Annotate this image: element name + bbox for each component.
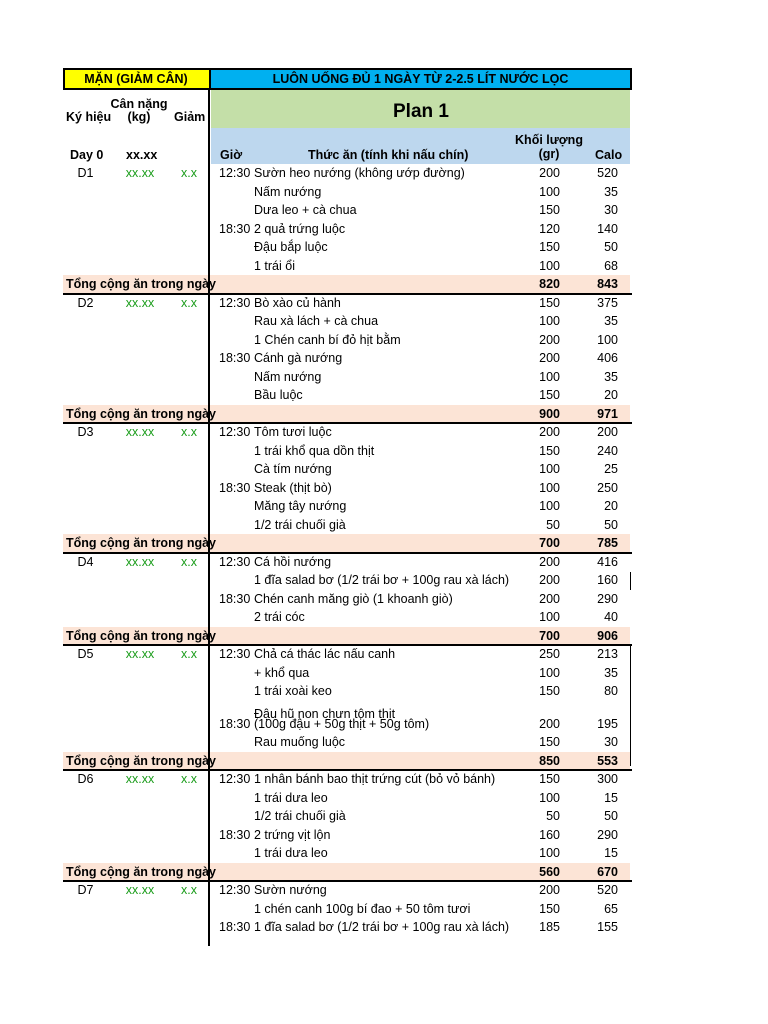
day-weight: xx.xx (125, 295, 155, 310)
food-calories: 213 (597, 647, 618, 661)
plan-title: Plan 1 (393, 101, 449, 122)
food-item: Rau muống luộc (254, 735, 346, 749)
day-loss: x.x (181, 295, 197, 310)
food-item: 1 trái ổi (254, 258, 295, 273)
food-item: 1 trái dưa leo (254, 846, 328, 860)
row-day0: Day 0 (70, 148, 104, 162)
food-grams: 100 (539, 462, 560, 476)
food-grams: 100 (539, 665, 560, 680)
food-calories: 25 (604, 462, 618, 476)
food-calories: 15 (604, 846, 618, 860)
food-calories: 50 (604, 809, 618, 823)
day-id: D1 (77, 166, 94, 180)
food-calories: 40 (604, 610, 618, 624)
food-calories: 200 (597, 425, 618, 439)
food-grams: 100 (539, 369, 560, 384)
food-calories: 140 (597, 221, 618, 236)
meal-time: 18:30 (219, 351, 251, 365)
total-grams: 820 (539, 277, 560, 291)
total-grams: 850 (539, 753, 560, 768)
food-item: Sườn heo nướng (không ướp đường) (254, 166, 465, 180)
food-grams: 200 (539, 573, 560, 587)
food-item: 1/2 trái chuối già (254, 809, 346, 823)
food-grams: 200 (539, 425, 560, 439)
food-grams: 200 (539, 883, 560, 897)
food-grams: 200 (539, 332, 560, 347)
food-calories: 20 (604, 499, 618, 513)
day-id: D4 (77, 554, 94, 569)
food-item: Chén canh măng giò (1 khoanh giò) (254, 591, 453, 606)
food-calories: 520 (597, 883, 618, 897)
total-label: Tổng cộng ăn trong ngày (66, 536, 216, 550)
food-item: 2 quả trứng luộc (254, 221, 346, 236)
day-weight: xx.xx (125, 647, 155, 661)
food-grams: 200 (539, 166, 560, 180)
food-calories: 406 (597, 351, 618, 365)
day-id: D5 (77, 647, 94, 661)
food-item: Bầu luộc (254, 388, 303, 402)
meal-time: 18:30 (219, 591, 251, 606)
day-weight: xx.xx (125, 425, 155, 439)
left-title-right-border (209, 68, 211, 89)
food-calories: 50 (604, 517, 618, 532)
food-grams: 150 (539, 901, 560, 916)
col-gio: Giờ (220, 148, 243, 162)
food-grams: 150 (539, 203, 560, 217)
day-id: D6 (77, 772, 94, 786)
day-id: D7 (77, 883, 94, 897)
food-grams: 160 (539, 827, 560, 842)
left-title: MẶN (GIẢM CÂN) (84, 72, 188, 86)
food-grams: 100 (539, 258, 560, 273)
food-grams: 150 (539, 388, 560, 402)
food-grams: 150 (539, 443, 560, 458)
food-item: 1 chén canh 100g bí đao + 50 tôm tươi (254, 901, 471, 916)
food-item: Măng tây nướng (254, 499, 347, 513)
day-loss: x.x (181, 554, 197, 569)
food-item-above: Đậu hũ non chưn tôm thịt (254, 706, 396, 721)
total-label: Tổng cộng ăn trong ngày (66, 406, 216, 421)
food-grams: 100 (539, 184, 560, 199)
day-loss: x.x (181, 883, 197, 897)
total-label: Tổng cộng ăn trong ngày (66, 753, 216, 768)
food-item: (100g đậu + 50g thịt + 50g tôm) (254, 716, 430, 731)
meal-time: 18:30 (219, 480, 251, 495)
food-grams: 200 (539, 554, 560, 569)
food-calories: 35 (604, 184, 618, 199)
col-cannang-2: (kg) (127, 110, 151, 124)
food-grams: 150 (539, 240, 560, 254)
food-calories: 35 (604, 369, 618, 384)
right-title-left-border (63, 68, 65, 89)
total-label: Tổng cộng ăn trong ngày (66, 277, 216, 291)
food-grams: 100 (539, 610, 560, 624)
food-calories: 160 (597, 573, 618, 587)
food-item: 1 trái dưa leo (254, 790, 328, 805)
day-loss: x.x (181, 772, 197, 786)
food-item: 1 nhân bánh bao thịt trứng cút (bỏ vỏ bánh) (254, 772, 496, 786)
food-calories: 520 (597, 166, 618, 180)
col-kyhieu: Ký hiệu (66, 110, 112, 124)
food-calories: 20 (604, 388, 618, 402)
food-calories: 250 (597, 480, 618, 495)
meal-time: 12:30 (219, 772, 251, 786)
food-item: 2 trái cóc (254, 610, 305, 624)
food-grams: 100 (539, 480, 560, 495)
food-item: 1 đĩa salad bơ (1/2 trái bơ + 100g rau xà lách) (254, 573, 510, 587)
total-grams: 560 (539, 864, 560, 879)
food-item: Bò xào củ hành (254, 295, 341, 310)
day-weight: xx.xx (125, 772, 155, 786)
day-id: D2 (77, 295, 94, 310)
food-calories: 290 (597, 591, 618, 606)
food-item: Chả cá thác lác nấu canh (254, 647, 396, 661)
meal-time: 12:30 (219, 295, 251, 310)
food-grams: 250 (539, 647, 560, 661)
food-calories: 80 (604, 684, 618, 698)
food-item: Nấm nướng (254, 369, 322, 384)
food-calories: 68 (604, 258, 618, 273)
food-calories: 155 (597, 920, 618, 934)
food-calories: 416 (597, 554, 618, 569)
col-khoiluong-1: Khối lượng (515, 133, 583, 147)
col-giam: Giảm (174, 110, 206, 124)
food-item: 1 trái khổ qua dồn thịt (254, 443, 375, 458)
food-grams: 150 (539, 772, 560, 786)
food-item: Sườn nướng (254, 883, 327, 897)
food-grams: 100 (539, 790, 560, 805)
food-item: Tôm tươi luộc (254, 425, 332, 439)
food-calories: 30 (604, 203, 618, 217)
total-calories: 843 (597, 277, 618, 291)
food-grams: 200 (539, 716, 560, 731)
food-calories: 30 (604, 735, 618, 749)
food-grams: 200 (539, 591, 560, 606)
col-thucan: Thức ăn (tính khi nấu chín) (308, 148, 469, 162)
food-grams: 150 (539, 684, 560, 698)
food-item: Cá hồi nướng (254, 554, 332, 569)
food-calories: 35 (604, 665, 618, 680)
food-calories: 375 (597, 295, 618, 310)
total-grams: 700 (539, 628, 560, 643)
food-grams: 100 (539, 846, 560, 860)
food-item: 1 đĩa salad bơ (1/2 trái bơ + 100g rau xà lách) (254, 920, 510, 934)
total-label: Tổng cộng ăn trong ngày (66, 628, 216, 643)
day-loss: x.x (181, 425, 197, 439)
right-edge-border (630, 68, 632, 89)
food-calories: 65 (604, 901, 618, 916)
col-khoiluong-2: (gr) (538, 147, 560, 161)
total-calories: 785 (597, 536, 618, 550)
total-calories: 670 (597, 864, 618, 879)
food-calories: 240 (597, 443, 618, 458)
right-edge-lower (630, 646, 631, 766)
day-loss: x.x (181, 166, 197, 180)
meal-time: 12:30 (219, 425, 251, 439)
food-grams: 185 (539, 920, 560, 934)
meal-time: 12:30 (219, 166, 251, 180)
food-item: Cà tím nướng (254, 462, 332, 476)
food-grams: 150 (539, 735, 560, 749)
day-loss: x.x (181, 647, 197, 661)
total-calories: 906 (597, 628, 618, 643)
total-calories: 971 (597, 406, 618, 421)
total-grams: 900 (539, 406, 560, 421)
food-item: Dưa leo + cà chua (254, 203, 357, 217)
food-grams: 120 (539, 221, 560, 236)
food-grams: 150 (539, 295, 560, 310)
day-id: D3 (77, 425, 94, 439)
meal-time: 18:30 (219, 221, 251, 236)
food-calories: 35 (604, 314, 618, 328)
top-border (63, 68, 632, 70)
right-title: LUÔN UỐNG ĐỦ 1 NGÀY TỪ 2-2.5 LÍT NƯỚC LỌC (272, 72, 569, 86)
food-item: Rau xà lách + cà chua (254, 314, 379, 328)
food-item: Đậu bắp luộc (254, 240, 328, 254)
food-calories: 15 (604, 790, 618, 805)
food-item: 2 trứng vịt lộn (254, 827, 331, 842)
meal-time: 12:30 (219, 883, 251, 897)
food-item: 1/2 trái chuối già (254, 517, 346, 532)
food-calories: 290 (597, 827, 618, 842)
meal-time: 18:30 (219, 716, 251, 731)
total-grams: 700 (539, 536, 560, 550)
food-grams: 50 (546, 517, 560, 532)
row-day0-weight: xx.xx (126, 148, 158, 162)
day-weight: xx.xx (125, 883, 155, 897)
total-label: Tổng cộng ăn trong ngày (66, 864, 216, 879)
meal-time: 12:30 (219, 647, 251, 661)
food-calories: 195 (597, 716, 618, 731)
day-weight: xx.xx (125, 554, 155, 569)
food-calories: 100 (597, 332, 618, 347)
food-item: Cánh gà nướng (254, 351, 343, 365)
divider-vertical (208, 88, 210, 946)
food-item: + khổ qua (254, 665, 310, 680)
food-item: 1 Chén canh bí đỏ hịt bằm (254, 332, 401, 347)
food-grams: 100 (539, 314, 560, 328)
food-item: Steak (thịt bò) (254, 480, 332, 495)
food-grams: 100 (539, 499, 560, 513)
col-calo: Calo (595, 148, 623, 162)
food-grams: 50 (546, 809, 560, 823)
right-tick (630, 572, 631, 590)
food-calories: 300 (597, 772, 618, 786)
food-grams: 200 (539, 351, 560, 365)
meal-time: 18:30 (219, 827, 251, 842)
total-calories: 553 (597, 753, 618, 768)
col-cannang-1: Cân nặng (110, 97, 168, 111)
meal-time: 12:30 (219, 554, 251, 569)
day-weight: xx.xx (125, 166, 155, 180)
food-item: 1 trái xoài keo (254, 684, 332, 698)
title-bottom-border (63, 88, 632, 90)
meal-time: 18:30 (219, 920, 251, 934)
food-item: Nấm nướng (254, 184, 322, 199)
food-calories: 50 (604, 240, 618, 254)
